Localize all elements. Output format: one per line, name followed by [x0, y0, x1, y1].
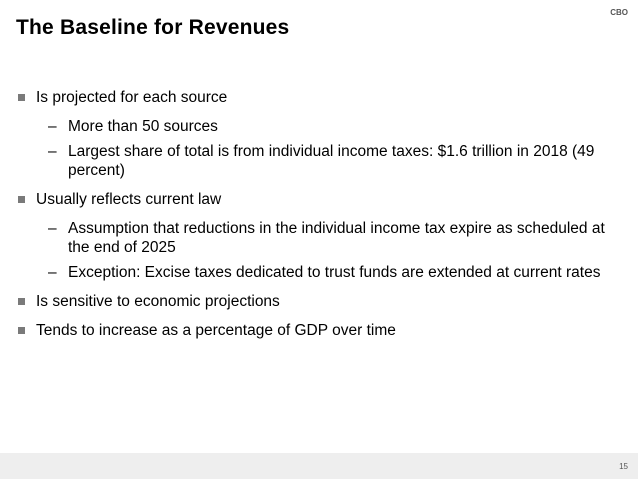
sub-bullet-item: [18, 219, 608, 257]
square-bullet-icon: [18, 196, 25, 203]
bullet-text: Usually reflects current law: [36, 191, 222, 208]
org-tag: CBO: [610, 8, 628, 17]
bullet-text: Is sensitive to economic projections: [36, 293, 280, 310]
square-bullet-icon: [18, 94, 25, 101]
bullet-item: [18, 190, 608, 209]
bullet-text: Is projected for each source: [36, 89, 228, 106]
page-number: 15: [619, 462, 628, 471]
bullet-item: [18, 292, 608, 311]
sub-bullet-text: Largest share of total is from individual income taxes: $1.6 trillion in 2018 (49 percent): [68, 143, 595, 179]
dash-bullet-icon: –: [48, 264, 57, 281]
bullet-item: [18, 88, 608, 107]
slide-title: The Baseline for Revenues: [16, 16, 290, 39]
footer-band: [0, 453, 638, 479]
dash-bullet-icon: –: [48, 118, 57, 135]
dash-bullet-icon: –: [48, 220, 57, 237]
sub-bullet-text: More than 50 sources: [68, 118, 218, 135]
sub-bullet-text: Exception: Excise taxes dedicated to trust funds are extended at current rates: [68, 264, 601, 281]
bullet-list: [18, 88, 608, 350]
bullet-item: [18, 321, 608, 340]
square-bullet-icon: [18, 298, 25, 305]
sub-bullet-item: [18, 263, 608, 282]
dash-bullet-icon: –: [48, 143, 57, 160]
bullet-text: Tends to increase as a percentage of GDP over time: [36, 322, 396, 339]
sub-bullet-item: [18, 117, 608, 136]
sub-bullet-text: Assumption that reductions in the individual income tax expire as scheduled at the end of 2025: [68, 220, 605, 256]
sub-bullet-item: [18, 142, 608, 180]
square-bullet-icon: [18, 327, 25, 334]
